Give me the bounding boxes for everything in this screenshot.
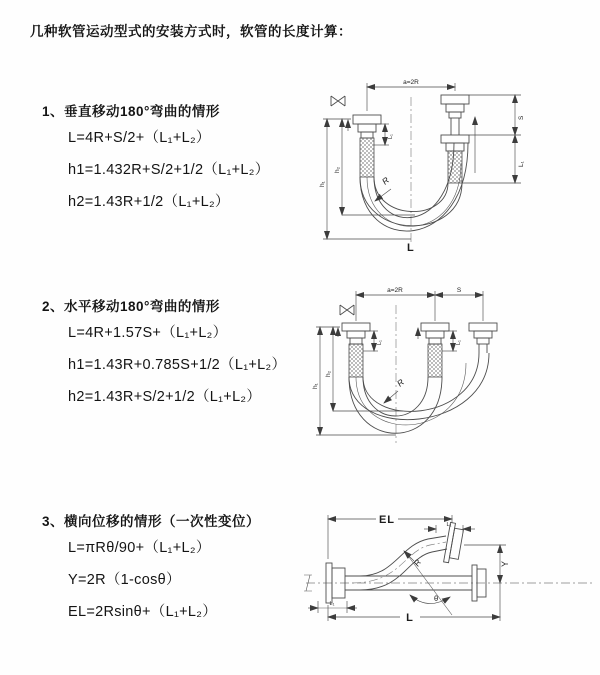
formula-h1: h1=1.43R+0.785S+1/2（L₁+L₂） xyxy=(68,357,287,373)
length-label: L xyxy=(407,242,415,254)
radius-label: R xyxy=(379,174,391,187)
dim-label-y: Y xyxy=(500,560,510,567)
dim-label-h2: h₂ xyxy=(334,166,341,173)
dim-label-s: S xyxy=(518,115,525,120)
diagram-2-drawing xyxy=(308,283,600,453)
dim-label-l1-mid: L₁ xyxy=(456,340,462,345)
right-pipe-ghost xyxy=(469,323,497,353)
formula-el: EL=2Rsinθ+（L₁+L₂） xyxy=(68,604,218,620)
formula-l: L=πRθ/90+（L₁+L₂） xyxy=(68,540,211,556)
braid-section xyxy=(428,344,442,377)
braid-section xyxy=(349,344,363,377)
diagram-1-drawing xyxy=(315,75,600,255)
angle-label: θ xyxy=(434,594,439,603)
section-2 xyxy=(42,295,286,413)
valve-icon xyxy=(340,305,354,315)
dim-label-l1-left: L₁ xyxy=(377,340,383,345)
diagram-3-drawing xyxy=(300,505,600,655)
formula-l: L=4R+1.57S+（L₁+L₂） xyxy=(68,325,228,341)
page-title: 几种软管运动型式的安装方式时，软管的长度计算： xyxy=(30,24,352,39)
dim-label-s: S xyxy=(456,287,462,294)
braid-section xyxy=(360,138,374,177)
section-2-heading: 2、水平移动180°弯曲的情形 xyxy=(42,299,220,314)
diagram-lateral-displacement xyxy=(300,505,600,660)
formula-y: Y=2R（1-cosθ） xyxy=(68,572,181,588)
valve-icon xyxy=(331,96,345,106)
section-1 xyxy=(42,100,270,218)
dim-label-a2r: a=2R xyxy=(403,79,419,86)
dim-label-l1-right: L₁ xyxy=(518,161,525,167)
formula-h2: h2=1.43R+1/2（L₁+L₂） xyxy=(68,194,230,210)
dim-label-el: EL xyxy=(378,514,396,526)
dim-label-l1-top: L₁ xyxy=(446,522,452,528)
displaced-flange xyxy=(444,522,465,564)
formula-l: L=4R+S/2+（L₁+L₂） xyxy=(68,130,211,146)
section-3-heading: 3、横向位移的情形（一次性变位） xyxy=(42,514,261,529)
dim-label-h1: h₁ xyxy=(312,383,319,389)
hose-curves xyxy=(349,353,489,433)
section-3 xyxy=(42,510,260,628)
dim-label-a2r: a=2R xyxy=(387,287,403,294)
dim-label-l: L xyxy=(406,612,414,624)
diagram-horizontal-180-bend xyxy=(308,283,600,458)
dim-label-h2: h₂ xyxy=(325,370,332,377)
formula-h1: h1=1.432R+S/2+1/2（L₁+L₂） xyxy=(68,162,270,178)
diagram-vertical-180-bend xyxy=(315,75,600,260)
radius-label: R xyxy=(394,376,406,389)
radius-label: R xyxy=(411,557,424,569)
hose-s-curve xyxy=(352,536,447,590)
dim-label-h1: h₁ xyxy=(319,181,326,187)
formula-h2: h2=1.43R+S/2+1/2（L₁+L₂） xyxy=(68,389,262,405)
right-pipe xyxy=(441,95,469,183)
dim-label-l1-bottom: L₁ xyxy=(329,601,335,607)
angle-arc xyxy=(410,595,450,604)
section-1-heading: 1、垂直移动180°弯曲的情形 xyxy=(42,104,220,119)
dim-label-l1-left: L₁ xyxy=(388,134,394,139)
